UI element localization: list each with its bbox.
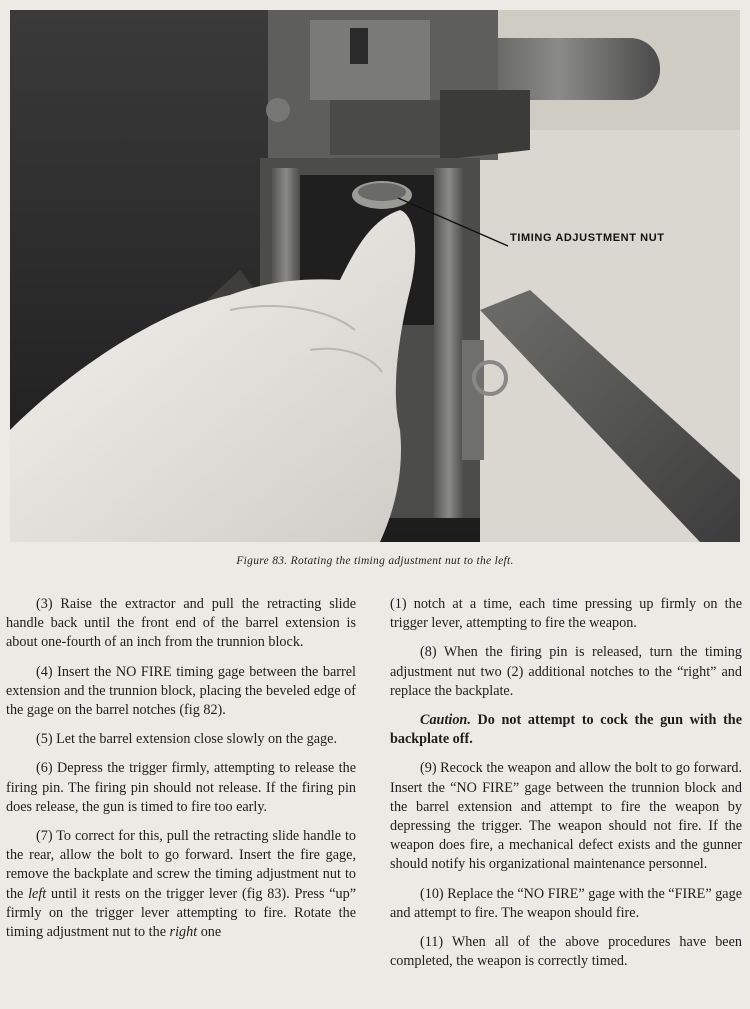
paragraph-11: (11) When all of the above procedures have been completed, the weapon is correctly timed. bbox=[390, 934, 742, 970]
paragraph-10: (10) Replace the “NO FIRE” gage with the “FIRE” gage and attempt to fire. The weapon should fire. bbox=[390, 885, 742, 921]
caution-note bbox=[390, 711, 742, 749]
paragraph-7-end: one bbox=[197, 924, 222, 941]
paragraph-7-left-word: left bbox=[28, 885, 47, 902]
paragraph-9: (9) Recock the weapon and allow the bolt to go forward. Insert the “NO FIRE” gage between the trunnion block and the barrel extension and attempt to fire the weapon by depressing the trigger. The weapon should not fire. If the weapon does fire, a mechanical defect exists and the gunner should notify his organizational maintenance personnel. bbox=[390, 760, 742, 873]
caution-text: Do not attempt to cock the gun with the backplate off. bbox=[390, 712, 742, 748]
paragraph-7 bbox=[6, 827, 356, 942]
right-text-column bbox=[390, 595, 742, 981]
paragraph-4: (4) Insert the NO FIRE timing gage between the barrel extension and the trunnion block, placing the beveled edge of the gage on the barrel notches (fig 82). bbox=[6, 663, 356, 719]
paragraph-6: (6) Depress the trigger firmly, attempting to release the firing pin. The firing pin should not release. If the firing pin does release, the gun is timed to fire too early. bbox=[6, 760, 356, 815]
caution-title: Caution. bbox=[420, 712, 471, 729]
left-text-column bbox=[6, 595, 356, 952]
timing-adjustment-nut-label: TIMING ADJUSTMENT NUT bbox=[510, 232, 665, 244]
figure-caption: Figure 83. Rotating the timing adjustment nut to the left. bbox=[236, 555, 514, 567]
figure-83-photo bbox=[10, 10, 740, 542]
paragraph-7-part-1: (7) To correct for this, pull the retracting slide handle to the rear, allow the bolt to go forward. Insert the fire gage, remove the backplate and screw the timing adjustment nut to the bbox=[6, 828, 356, 902]
paragraph-3: (3) Raise the extractor and pull the retracting slide handle back until the front end of the barrel extension is about one-fourth of an inch from the trunnion block. bbox=[6, 596, 356, 651]
paragraph-5: (5) Let the barrel extension close slowly on the gage. bbox=[36, 731, 337, 748]
paragraph-8: (8) When the firing pin is released, turn the timing adjustment nut two (2) additional notches to the “right” and replace the backplate. bbox=[390, 644, 742, 699]
paragraph-7-right-word: right bbox=[169, 924, 198, 941]
paragraph-7-continuation: (1) notch at a time, each time pressing up firmly on the trigger lever, attempting to fire the weapon. bbox=[390, 596, 742, 632]
paragraph-7-part-2: until it rests on the trigger lever (fig 83). Press “up” firmly on the trigger lever attempting to fire. Rotate the timing adjustment nut to the bbox=[6, 885, 356, 941]
machine-gun-photo-illustration bbox=[10, 10, 740, 542]
